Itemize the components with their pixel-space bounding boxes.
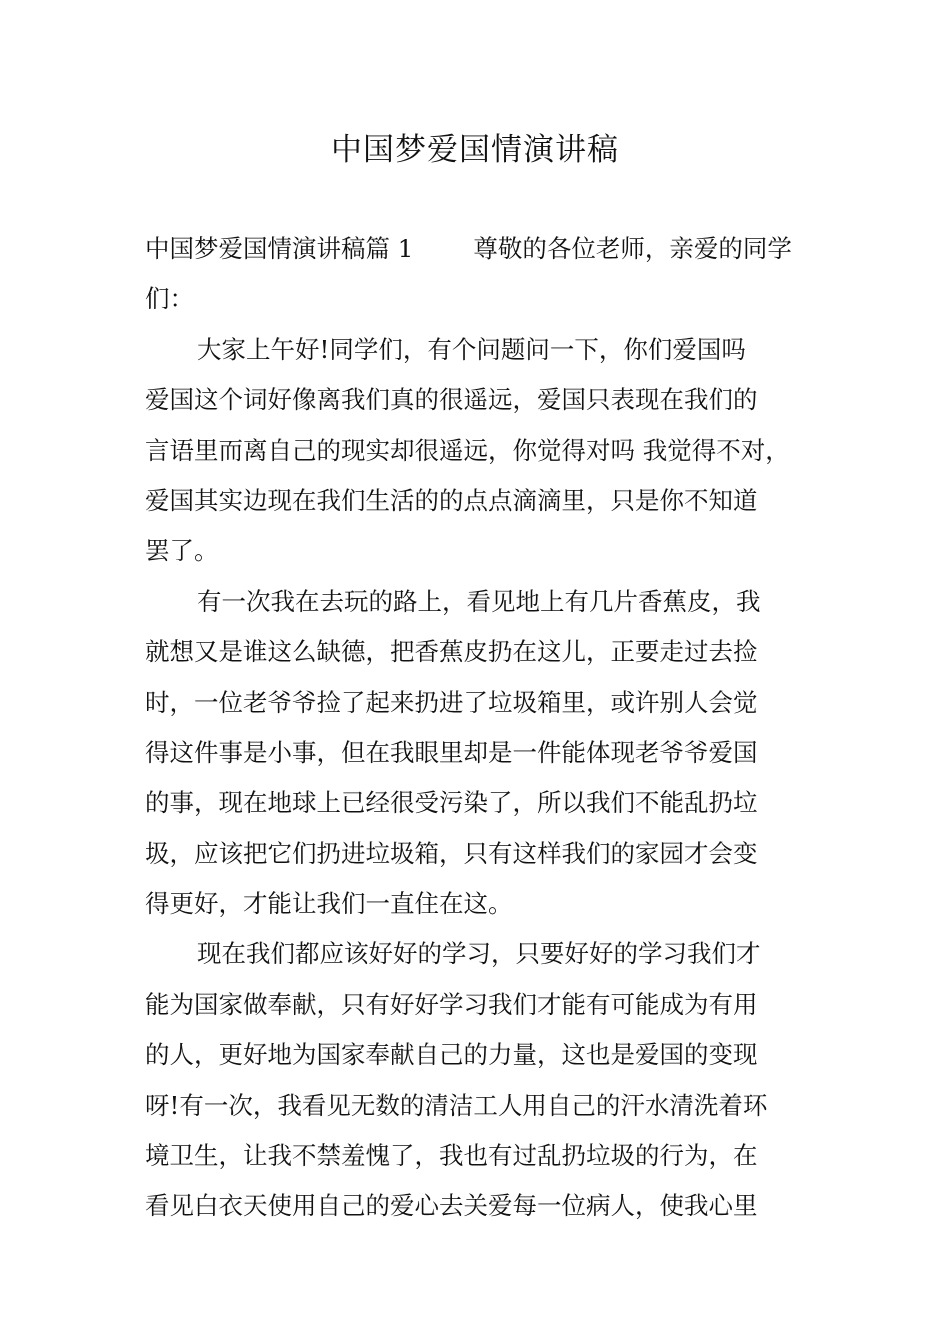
text-line: 得这件事是小事，但在我眼里却是一件能体现老爷爷爱国 (145, 737, 758, 767)
text-line: 的事，现在地球上已经很受污染了，所以我们不能乱扔垃 (145, 788, 758, 818)
paragraph-start-line: 大家上午好!同学们，有个问题问一下，你们爱国吗 (197, 334, 746, 364)
salutation: 尊敬的各位老师，亲爱的同学 (473, 234, 792, 263)
section-heading: 中国梦爱国情演讲稿篇 1 (145, 234, 414, 263)
text-line: 圾，应该把它们扔进垃圾箱，只有这样我们的家园才会变 (145, 838, 758, 868)
text-line: 能为国家做奉献，只有好好学习我们才能有可能成为有用 (145, 989, 758, 1019)
text-line: 爱国这个词好像离我们真的很遥远，爱国只表现在我们的 (145, 385, 758, 415)
text-line: 罢了。 (145, 536, 219, 566)
paragraph-start-line: 有一次我在去玩的路上，看见地上有几片香蕉皮，我 (197, 586, 761, 616)
document-body (145, 224, 825, 1232)
paragraph-start-line: 现在我们都应该好好的学习，只要好好的学习我们才 (197, 939, 761, 969)
text-line: 就想又是谁这么缺德，把香蕉皮扔在这儿，正要走过去捡 (145, 637, 758, 667)
text-line: 得更好，才能让我们一直住在这。 (145, 889, 513, 919)
text-line: 的人，更好地为国家奉献自己的力量，这也是爱国的变现 (145, 1040, 758, 1070)
text-line: 们： (145, 284, 194, 314)
heading-line (145, 224, 825, 274)
text-line: 境卫生，让我不禁羞愧了，我也有过乱扔垃圾的行为，在 (145, 1141, 758, 1171)
text-line: 时，一位老爷爷捡了起来扔进了垃圾箱里，或许别人会觉 (145, 687, 758, 717)
text-line: 呀!有一次，我看见无数的清洁工人用自己的汗水清洗着环 (145, 1090, 768, 1120)
document-title: 中国梦爱国情演讲稿 (331, 132, 619, 168)
text-line: 看见白衣天使用自己的爱心去关爱每一位病人，使我心里 (145, 1191, 758, 1221)
text-line: 爱国其实边现在我们生活的的点点滴滴里，只是你不知道 (145, 485, 758, 515)
text-line: 言语里而离自己的现实却很遥远，你觉得对吗 我觉得不对， (145, 435, 790, 465)
